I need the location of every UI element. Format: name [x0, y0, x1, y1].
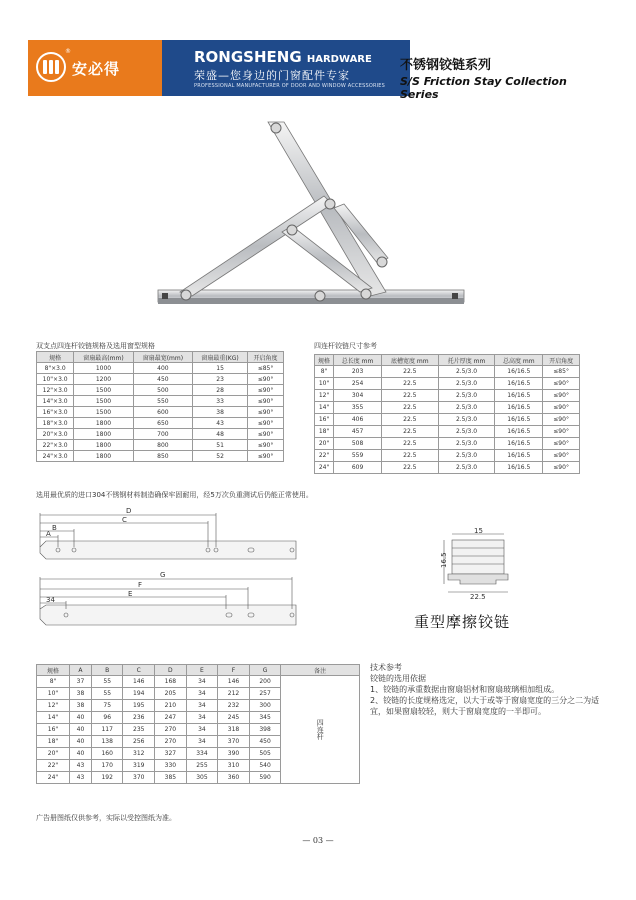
table-cell: 20"×3.0 — [37, 429, 74, 440]
table-cell: 210 — [155, 700, 187, 712]
table-cell: 235 — [123, 724, 155, 736]
table-cell: 457 — [334, 426, 382, 438]
table-cell: 1800 — [74, 440, 133, 451]
table-cell: 500 — [133, 385, 192, 396]
table-cell: ≤90° — [543, 414, 580, 426]
table-cell: 540 — [249, 760, 281, 772]
table-cell: 22.5 — [381, 366, 438, 378]
table-cell: 37 — [70, 676, 92, 688]
table-cell: 609 — [334, 462, 382, 474]
series-title-en: S/S Friction Stay Collection Series — [400, 75, 567, 101]
dim-g-label: G — [160, 571, 166, 579]
table-cell: 2.5/3.0 — [438, 390, 495, 402]
table-cell: 270 — [155, 724, 187, 736]
table-cell: ≤90° — [248, 407, 284, 418]
spec-header: 窗扇最宽(mm) — [133, 352, 192, 363]
table-cell: 168 — [155, 676, 187, 688]
dimension-table — [36, 664, 360, 784]
table-cell: 16/16.5 — [495, 366, 543, 378]
table-cell: 28 — [193, 385, 248, 396]
spec-header: 开启角度 — [248, 352, 284, 363]
table-cell: 23 — [193, 374, 248, 385]
table-cell: 16/16.5 — [495, 450, 543, 462]
table-cell: 34 — [186, 736, 218, 748]
table-cell: 40 — [70, 724, 92, 736]
table-cell: 16"×3.0 — [37, 407, 74, 418]
table-row — [315, 450, 580, 462]
table-cell: 16" — [315, 414, 334, 426]
table-cell: 43 — [70, 760, 92, 772]
footnote: 广告册图纸仅供参考，实际以受控图纸为准。 — [36, 814, 176, 822]
table-cell: 205 — [155, 688, 187, 700]
dim-header: E — [186, 665, 218, 676]
table-cell: ≤90° — [248, 385, 284, 396]
series-title-cn: 不锈钢铰链系列 — [400, 58, 492, 73]
table-row — [315, 426, 580, 438]
table-cell: 360 — [218, 772, 250, 784]
table-cell: 2.5/3.0 — [438, 366, 495, 378]
table-cell: 160 — [91, 748, 123, 760]
table-cell: 505 — [249, 748, 281, 760]
table-cell: 12"×3.0 — [37, 385, 74, 396]
table-row — [315, 402, 580, 414]
table-cell: 24"×3.0 — [37, 451, 74, 462]
table-cell: ≤90° — [543, 378, 580, 390]
table-cell: 195 — [123, 700, 155, 712]
table-row — [37, 363, 284, 374]
table-cell: 48 — [193, 429, 248, 440]
table-cell: 2.5/3.0 — [438, 438, 495, 450]
size-header: 总高度 mm — [495, 355, 543, 366]
table-cell: 22.5 — [381, 426, 438, 438]
table-cell: 38 — [70, 688, 92, 700]
table-cell: 450 — [133, 374, 192, 385]
table-cell: 1500 — [74, 385, 133, 396]
table-row — [315, 390, 580, 402]
brand-slogan: 荣盛—您身边的门窗配件专家 — [194, 69, 350, 82]
table-cell: 16/16.5 — [495, 378, 543, 390]
table-cell: ≤90° — [543, 462, 580, 474]
table-cell: 18"×3.0 — [37, 418, 74, 429]
table-cell: 192 — [91, 772, 123, 784]
table-cell: ≤90° — [543, 438, 580, 450]
table-cell: 2.5/3.0 — [438, 378, 495, 390]
table-cell: ≤90° — [543, 390, 580, 402]
table-row — [37, 385, 284, 396]
table-cell: 55 — [91, 676, 123, 688]
table-cell: ≤90° — [543, 450, 580, 462]
dimension-drawing — [30, 505, 310, 635]
table-cell: 16/16.5 — [495, 390, 543, 402]
table-cell: 550 — [133, 396, 192, 407]
table-cell: 508 — [334, 438, 382, 450]
table-cell: 327 — [155, 748, 187, 760]
table-cell: 236 — [123, 712, 155, 724]
table-row — [37, 451, 284, 462]
table-cell: 16/16.5 — [495, 426, 543, 438]
table-cell: 22.5 — [381, 462, 438, 474]
table-row — [37, 676, 360, 688]
table-cell: 22.5 — [381, 378, 438, 390]
table-cell: ≤90° — [248, 374, 284, 385]
tech-title: 技术参考 — [370, 663, 402, 672]
table-row — [315, 414, 580, 426]
table-cell: 146 — [218, 676, 250, 688]
dim-d-label: D — [126, 507, 132, 515]
table-cell: 12" — [315, 390, 334, 402]
size-table — [314, 354, 580, 474]
dim-15-label: 15 — [474, 528, 483, 535]
table-cell: 34 — [186, 700, 218, 712]
table-row — [315, 438, 580, 450]
dim-header: C — [123, 665, 155, 676]
table-cell: 1800 — [74, 418, 133, 429]
tech-item-1: 1、铰链的承重数据由窗扇铝材和窗扇玻璃相加组成。 — [370, 685, 560, 694]
table-cell: 24" — [37, 772, 70, 784]
dim-header: F — [218, 665, 250, 676]
table-cell: 245 — [218, 712, 250, 724]
table-cell: 370 — [123, 772, 155, 784]
table-cell: 8" — [315, 366, 334, 378]
table-cell: 20" — [37, 748, 70, 760]
table-cell: 22.5 — [381, 390, 438, 402]
tech-item-2: 2、铰链的长度规格选定，以大于或等于窗扇宽度的三分之二为适宜，如果窗扇较轻，则大于窗扇宽度的一半即可。 — [370, 696, 600, 716]
table-cell: ≤90° — [248, 396, 284, 407]
table-cell: 24" — [315, 462, 334, 474]
table-cell: 300 — [249, 700, 281, 712]
brand-panel — [28, 40, 162, 96]
table-cell: 52 — [193, 451, 248, 462]
dim-c-label: C — [122, 516, 127, 524]
size-header: 规格 — [315, 355, 334, 366]
table-cell: 700 — [133, 429, 192, 440]
table-cell: 146 — [123, 676, 155, 688]
table-cell: 203 — [334, 366, 382, 378]
table-cell: 390 — [218, 748, 250, 760]
table-row — [37, 407, 284, 418]
table-cell: 318 — [218, 724, 250, 736]
table-cell: 20" — [315, 438, 334, 450]
dim-a-label: A — [46, 530, 51, 538]
spec-table — [36, 351, 284, 462]
table-cell: ≤85° — [543, 366, 580, 378]
table-cell: 255 — [186, 760, 218, 772]
spec-header: 规格 — [37, 352, 74, 363]
table-cell: 16/16.5 — [495, 462, 543, 474]
table-cell: 590 — [249, 772, 281, 784]
table-cell: 22.5 — [381, 450, 438, 462]
table-row — [37, 440, 284, 451]
table-cell: ≤90° — [248, 451, 284, 462]
brand-logo-icon — [36, 52, 66, 82]
table-cell: 12" — [37, 700, 70, 712]
table-cell: ≤90° — [543, 402, 580, 414]
table-cell: 650 — [133, 418, 192, 429]
table-cell: 14"×3.0 — [37, 396, 74, 407]
table-cell: 40 — [70, 748, 92, 760]
table-cell: 10" — [37, 688, 70, 700]
spec-table-caption: 双支点四连杆铰链规格及选用窗型规格 — [36, 342, 155, 350]
table-cell: 16/16.5 — [495, 438, 543, 450]
size-header: 底槽宽度 mm — [381, 355, 438, 366]
table-cell: 850 — [133, 451, 192, 462]
table-row — [37, 429, 284, 440]
table-cell: 33 — [193, 396, 248, 407]
table-cell: 200 — [249, 676, 281, 688]
table-cell: 1500 — [74, 396, 133, 407]
dim-header: B — [91, 665, 123, 676]
table-row — [315, 462, 580, 474]
table-cell: 55 — [91, 688, 123, 700]
table-cell: 1200 — [74, 374, 133, 385]
dim-165-label: 16.5 — [440, 552, 448, 568]
table-cell: 312 — [123, 748, 155, 760]
table-cell: ≤90° — [248, 418, 284, 429]
dim-header: 规格 — [37, 665, 70, 676]
table-cell: 305 — [186, 772, 218, 784]
table-cell: 16/16.5 — [495, 414, 543, 426]
table-cell: 800 — [133, 440, 192, 451]
table-cell: 398 — [249, 724, 281, 736]
table-cell: 304 — [334, 390, 382, 402]
page-header — [28, 40, 608, 101]
table-cell: 10" — [315, 378, 334, 390]
table-cell: 2.5/3.0 — [438, 450, 495, 462]
table-cell: 22"×3.0 — [37, 440, 74, 451]
brand-name-en: RONGSHENG HARDWARE — [194, 48, 372, 66]
table-cell: 18" — [315, 426, 334, 438]
tech-subtitle: 铰链的选用依据 — [370, 674, 426, 683]
tech-reference — [370, 662, 610, 717]
table-cell: 2.5/3.0 — [438, 426, 495, 438]
table-cell: 43 — [70, 772, 92, 784]
table-cell: 34 — [186, 712, 218, 724]
table-cell: 8" — [37, 676, 70, 688]
table-row — [37, 374, 284, 385]
table-cell: 257 — [249, 688, 281, 700]
table-cell: 385 — [155, 772, 187, 784]
table-cell: 559 — [334, 450, 382, 462]
table-cell: 2.5/3.0 — [438, 462, 495, 474]
table-cell: 1800 — [74, 429, 133, 440]
table-cell: 2.5/3.0 — [438, 402, 495, 414]
table-cell: 310 — [218, 760, 250, 772]
table-cell: 22" — [315, 450, 334, 462]
table-cell: 247 — [155, 712, 187, 724]
brand-name-cn: 安必得 — [72, 60, 121, 78]
table-cell: 43 — [193, 418, 248, 429]
table-cell: 319 — [123, 760, 155, 772]
table-cell: 334 — [186, 748, 218, 760]
friction-stay-photo — [152, 112, 472, 322]
table-cell: 355 — [334, 402, 382, 414]
table-cell: 1000 — [74, 363, 133, 374]
table-cell: 40 — [70, 736, 92, 748]
table-cell: 406 — [334, 414, 382, 426]
table-cell: 256 — [123, 736, 155, 748]
table-row — [315, 378, 580, 390]
table-cell: 254 — [334, 378, 382, 390]
table-cell: 450 — [249, 736, 281, 748]
cross-section-drawing — [438, 528, 518, 600]
dim-header: A — [70, 665, 92, 676]
registered-mark: ® — [65, 48, 71, 55]
table-cell: 345 — [249, 712, 281, 724]
table-cell: 51 — [193, 440, 248, 451]
table-cell: 1500 — [74, 407, 133, 418]
dim-header: G — [249, 665, 281, 676]
dim-34-label: 34 — [46, 596, 55, 604]
size-table-caption: 四连杆铰链尺寸参考 — [314, 342, 377, 350]
table-cell: 14" — [37, 712, 70, 724]
dim-225-label: 22.5 — [470, 593, 486, 600]
table-cell: 8"×3.0 — [37, 363, 74, 374]
table-cell: 117 — [91, 724, 123, 736]
table-cell: 2.5/3.0 — [438, 414, 495, 426]
table-cell: 10"×3.0 — [37, 374, 74, 385]
size-header: 托片厚度 mm — [438, 355, 495, 366]
table-cell: 232 — [218, 700, 250, 712]
table-cell: 96 — [91, 712, 123, 724]
size-header: 总长度 mm — [334, 355, 382, 366]
table-cell: 75 — [91, 700, 123, 712]
table-cell: ≤85° — [248, 363, 284, 374]
table-cell: 22" — [37, 760, 70, 772]
table-cell: ≤90° — [248, 429, 284, 440]
table-row — [37, 418, 284, 429]
table-cell: 14" — [315, 402, 334, 414]
spec-header: 窗扇最重(KG) — [193, 352, 248, 363]
dim-e-label: E — [128, 590, 133, 598]
table-cell: 38 — [70, 700, 92, 712]
table-cell: 34 — [186, 688, 218, 700]
table-row — [315, 366, 580, 378]
table-row — [37, 396, 284, 407]
dim-header: 备注 — [281, 665, 360, 676]
table-cell: 194 — [123, 688, 155, 700]
remark-cell: 四连杆 — [281, 676, 360, 784]
table-cell: ≤90° — [543, 426, 580, 438]
spec-header: 窗扇最高(mm) — [74, 352, 133, 363]
table-cell: 15 — [193, 363, 248, 374]
table-cell: 400 — [133, 363, 192, 374]
brand-tagline: PROFESSIONAL MANUFACTURER OF DOOR AND WINDOW ACCESSORIES — [194, 83, 386, 89]
table-cell: ≤90° — [248, 440, 284, 451]
table-cell: 18" — [37, 736, 70, 748]
table-cell: 270 — [155, 736, 187, 748]
table-cell: 22.5 — [381, 414, 438, 426]
table-cell: 138 — [91, 736, 123, 748]
table-cell: 212 — [218, 688, 250, 700]
table-cell: 1800 — [74, 451, 133, 462]
table-cell: 34 — [186, 676, 218, 688]
table-cell: 370 — [218, 736, 250, 748]
material-note: 选用最优质的进口304不锈钢材料制造确保牢固耐用，经5万次负重测试后仍能正常使用。 — [36, 491, 313, 499]
table-cell: 16" — [37, 724, 70, 736]
dim-b-label: B — [52, 524, 57, 532]
dim-header: D — [155, 665, 187, 676]
table-cell: 330 — [155, 760, 187, 772]
product-title: 重型摩擦铰链 — [414, 613, 511, 631]
table-cell: 16/16.5 — [495, 402, 543, 414]
dim-f-label: F — [138, 581, 143, 589]
table-cell: 38 — [193, 407, 248, 418]
table-cell: 34 — [186, 724, 218, 736]
size-header: 开启角度 — [543, 355, 580, 366]
table-cell: 22.5 — [381, 438, 438, 450]
table-cell: 40 — [70, 712, 92, 724]
table-cell: 600 — [133, 407, 192, 418]
table-cell: 170 — [91, 760, 123, 772]
page-number: — 03 — — [302, 836, 334, 845]
table-cell: 22.5 — [381, 402, 438, 414]
